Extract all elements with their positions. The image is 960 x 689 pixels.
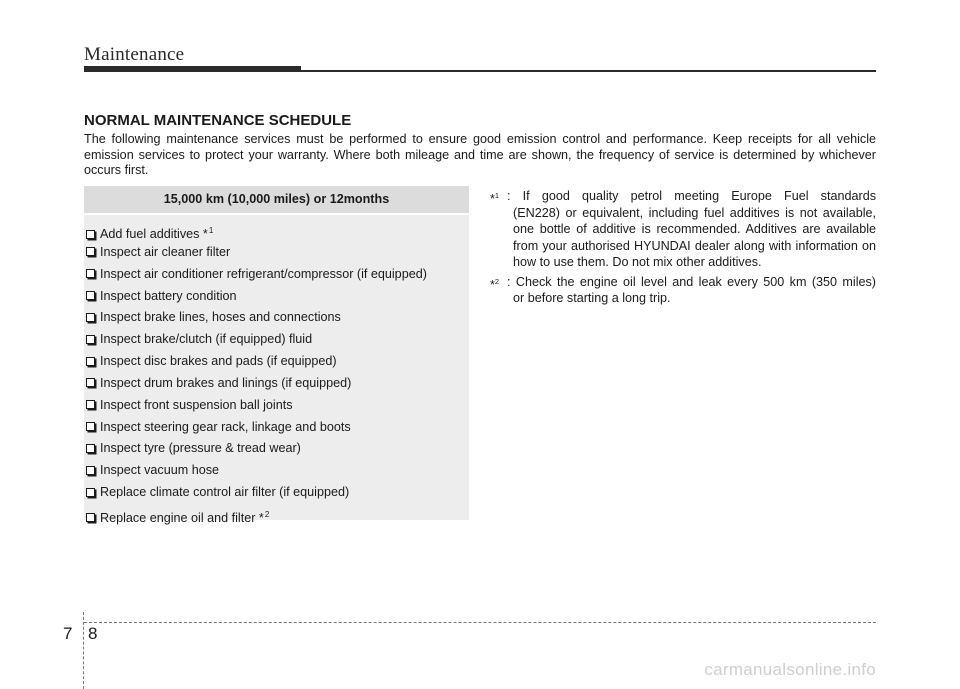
checkbox-icon: [86, 422, 95, 431]
footnote-text: (EN228) or equivalent, including fuel additives is not available, one bottle of additive is recommended. Additives are available from your authorised HYUNDAI dealer along with information on how to use them. Do not mix other additives.: [513, 205, 876, 269]
checkbox-icon: [86, 230, 95, 239]
schedule-item-label: Inspect steering gear rack, linkage and boots: [100, 419, 351, 434]
schedule-item: [84, 307, 469, 329]
schedule-item-label: Replace engine oil and filter *: [100, 510, 264, 525]
schedule-item-label: Inspect air conditioner refrigerant/compressor (if equipped): [100, 266, 427, 281]
schedule-item: [84, 417, 469, 439]
checkbox-icon: [86, 335, 95, 344]
schedule-item-label: Replace climate control air filter (if equipped): [100, 485, 350, 500]
checkbox-icon: [86, 488, 95, 497]
checkbox-icon: [86, 269, 95, 278]
footnote-first-line: : Check the engine oil level and leak every 500 km (350 miles): [507, 274, 876, 289]
checkbox-icon: [86, 357, 95, 366]
maintenance-schedule-table: [84, 186, 469, 525]
schedule-item: [84, 460, 469, 482]
footnote-marker: [490, 188, 499, 208]
schedule-item-label: Inspect drum brakes and linings (if equipped): [100, 375, 352, 390]
footnote-asterisk: *: [490, 192, 495, 206]
header-bar-thin: [301, 70, 876, 72]
checkbox-icon: [86, 378, 95, 387]
schedule-item: [84, 242, 469, 264]
header-bar-thick: [84, 66, 301, 72]
chapter-number: 7: [63, 624, 73, 643]
schedule-item-label: Inspect front suspension ball joints: [100, 397, 293, 412]
checkbox-icon: [86, 444, 95, 453]
footnote-ref: 2: [264, 509, 270, 519]
page-number: 8: [88, 624, 98, 643]
footnote-asterisk: *: [490, 277, 495, 292]
footnote-text: or before starting a long trip.: [513, 291, 671, 305]
schedule-interval-header: 15,000 km (10,000 miles) or 12months: [84, 186, 469, 213]
page-divider-horizontal: [84, 622, 876, 623]
schedule-item-label: Inspect battery condition: [100, 288, 237, 303]
footnote-2: [490, 274, 876, 307]
footnote-number: 2: [494, 276, 500, 286]
schedule-item-label: Inspect tyre (pressure & tread wear): [100, 441, 301, 456]
section-title: NORMAL MAINTENANCE SCHEDULE: [84, 112, 352, 129]
schedule-item-label: Inspect disc brakes and pads (if equipped): [100, 354, 337, 369]
schedule-item: [84, 482, 469, 504]
schedule-item-label: Add fuel additives *: [100, 227, 208, 241]
schedule-item-label: Inspect air cleaner filter: [100, 244, 231, 259]
footnote-number: 1: [494, 191, 500, 200]
schedule-item-label: Inspect brake/clutch (if equipped) fluid: [100, 332, 313, 347]
footnote-1: [490, 188, 876, 271]
footnotes: [490, 188, 876, 310]
checkbox-icon: [86, 247, 95, 256]
watermark: carmanualsonline.info: [704, 660, 876, 679]
schedule-item: [84, 264, 469, 286]
schedule-list: [84, 215, 469, 526]
schedule-item: [84, 329, 469, 351]
schedule-item: [84, 504, 469, 526]
checkbox-icon: [86, 466, 95, 475]
schedule-item-label: Inspect vacuum hose: [100, 463, 220, 478]
footnote-ref: 1: [208, 226, 214, 235]
schedule-item: [84, 351, 469, 373]
checkbox-icon: [86, 313, 95, 322]
schedule-item: [84, 373, 469, 395]
chapter-header-title: Maintenance: [84, 44, 185, 65]
schedule-item: [84, 438, 469, 460]
checkbox-icon: [86, 513, 95, 522]
schedule-item-label: Inspect brake lines, hoses and connections: [100, 310, 341, 325]
footnote-first-line: : If good quality petrol meeting Europe Fuel standards: [507, 189, 876, 203]
schedule-item: [84, 220, 469, 242]
schedule-item: [84, 286, 469, 308]
footnote-marker: [490, 274, 499, 294]
checkbox-icon: [86, 291, 95, 300]
intro-paragraph: The following maintenance services must be performed to ensure good emission control and performance. Keep receipts for all vehicle emission services to protect your warranty. Where both mileage and time are shown, the frequency of service is determined by whichever occurs first.: [84, 132, 876, 177]
checkbox-icon: [86, 400, 95, 409]
schedule-item: [84, 395, 469, 417]
